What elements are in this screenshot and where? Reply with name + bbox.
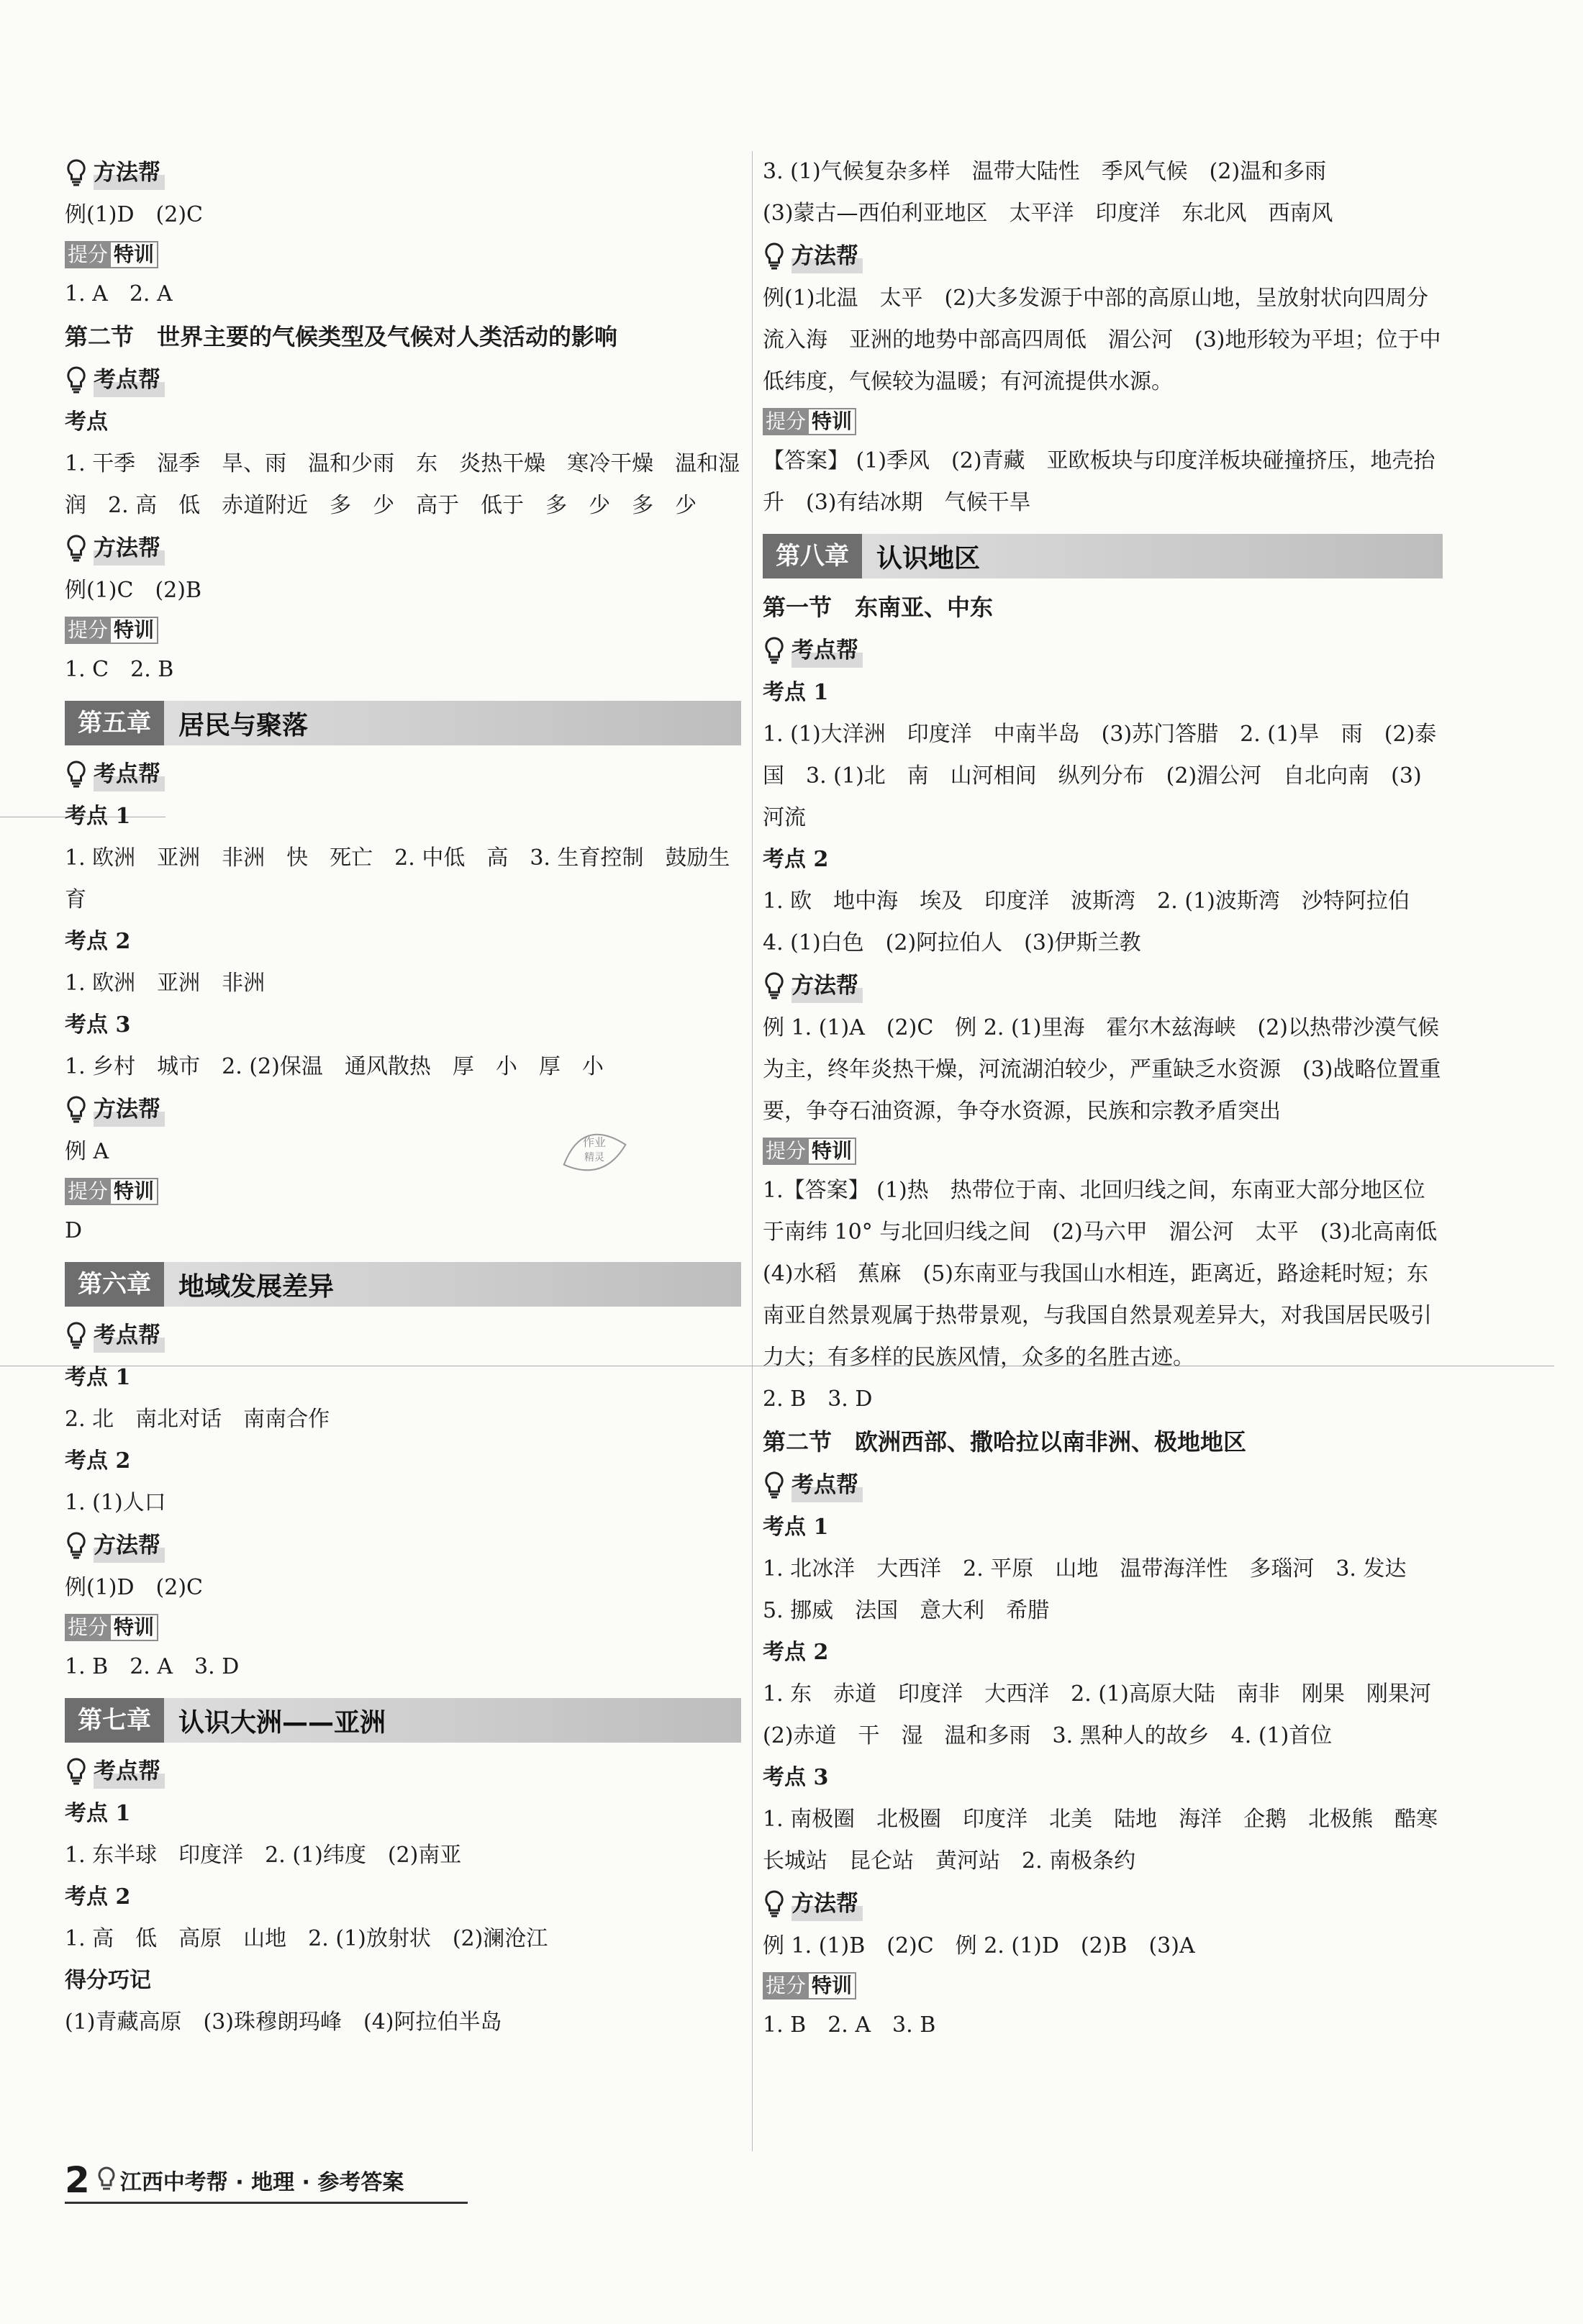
answer-line: 例(1)D (2)C (65, 1575, 203, 1600)
lightbulb-icon (65, 1095, 88, 1124)
answer-line: 1. 东半球 印度洋 2. (1)纬度 (2)南亚 (65, 1843, 462, 1868)
training-label-a: 提分 (763, 1138, 809, 1165)
answer-line: 1. B 2. A 3. D (65, 1654, 240, 1679)
answer-paragraph: 1. 东 赤道 印度洋 大西洋 2. (1)高原大陆 南非 刚果 刚果河 (2)赤道 干 湿 温和多雨 3. 黑种人的故乡 4. (1)首位 (763, 1681, 1453, 1748)
section-heading (65, 753, 741, 796)
training-label (763, 1133, 1443, 1170)
answer-paragraph: 1. 欧洲 亚洲 非洲 快 死亡 2. 中低 高 3. 生育控制 鼓励生育 (65, 845, 730, 912)
answer-line: 1. A 2. A (65, 281, 173, 307)
chapter-number: 第六章 (65, 1262, 164, 1307)
training-label-a: 提分 (763, 1972, 809, 2000)
chapter-number: 第五章 (65, 701, 164, 745)
section-heading (65, 358, 741, 401)
chapter-title: 居民与聚落 (178, 710, 309, 740)
section-heading-text: 方法帮 (792, 964, 863, 1007)
chapter-number: 第七章 (65, 1698, 164, 1743)
training-label-a: 提分 (65, 1614, 111, 1641)
page-footer (65, 2159, 468, 2204)
training-label (763, 1967, 1443, 2005)
answer-line: D (65, 1218, 83, 1243)
answer-line: (1)青藏高原 (3)珠穆朗玛峰 (4)阿拉伯半岛 (65, 2010, 502, 2035)
section-heading-text: 考点帮 (94, 358, 165, 401)
point-label: 得分巧记 (65, 1968, 151, 1993)
lightbulb-icon (65, 366, 88, 394)
lightbulb-icon (65, 158, 88, 187)
training-label-b: 特训 (809, 1138, 856, 1165)
section-heading-text: 方法帮 (94, 151, 165, 194)
section-heading (65, 1524, 741, 1567)
answer-paragraph: 【答案】 (1)季风 (2)青藏 亚欧板块与印度洋板块碰撞挤压，地壳抬升 (3)有结冰期 气候干旱 (763, 448, 1435, 515)
answer-line: 1. 欧 地中海 埃及 印度洋 波斯湾 2. (1)波斯湾 沙特阿拉伯 (763, 889, 1410, 914)
section-heading-text: 考点帮 (94, 1314, 165, 1357)
answer-line: 4. (1)白色 (2)阿拉伯人 (3)伊斯兰教 (763, 930, 1141, 956)
section-heading (763, 1463, 1443, 1507)
left-column (65, 151, 741, 2043)
point-label: 考点 2 (65, 929, 131, 954)
section-heading-text: 考点帮 (94, 1750, 165, 1793)
section-heading-text: 方法帮 (94, 1524, 165, 1567)
training-label-b: 特训 (111, 1178, 158, 1205)
lightbulb-icon (97, 2166, 116, 2194)
chapter-title: 认识地区 (876, 543, 981, 573)
page-number: 2 (65, 2159, 90, 2201)
answer-paragraph: 1. 干季 湿季 旱、雨 温和少雨 东 炎热干燥 寒冷干燥 温和湿润 2. 高 低 赤道附近 多 少 高于 低于 多 少 多 少 (65, 451, 740, 518)
chapter-banner (763, 534, 1443, 578)
point-label: 考点 3 (65, 1012, 131, 1038)
section-heading-text: 方法帮 (792, 1882, 863, 1925)
section-heading (763, 235, 1443, 278)
stamp-line1: 作业 (583, 1135, 607, 1149)
watermark-stamp (547, 1112, 640, 1191)
point-label: 考点 1 (763, 680, 829, 705)
training-label (65, 236, 741, 273)
answer-line: 例(1)D (2)C (65, 202, 203, 227)
answer-line: 1. 乡村 城市 2. (2)保温 通风散热 厚 小 厚 小 (65, 1054, 604, 1079)
training-label (65, 612, 741, 649)
section-heading (65, 151, 741, 194)
training-label-a: 提分 (65, 1178, 111, 1205)
section-heading-text: 方法帮 (94, 527, 165, 570)
point-label: 考点 1 (763, 1515, 829, 1540)
point-label: 考点 2 (763, 1640, 829, 1665)
point-label: 考点 3 (763, 1765, 829, 1790)
section-title: 第二节 世界主要的气候类型及气候对人类活动的影响 (65, 323, 618, 350)
answer-line: 3. (1)气候复杂多样 温带大陆性 季风气候 (2)温和多雨 (763, 159, 1327, 184)
answer-paragraph: 例(1)北温 太平 (2)大多发源于中部的高原山地，呈放射状向四周分流入海 亚洲的地势中部高四周低 湄公河 (3)地形较为平坦；位于中低纬度，气候较为温暖；有河流提供水源。 (763, 286, 1441, 394)
section-heading (65, 527, 741, 570)
point-label: 考点 1 (65, 1801, 131, 1826)
lightbulb-icon (763, 1471, 786, 1499)
lightbulb-icon (763, 636, 786, 665)
point-label: 考点 1 (65, 804, 131, 829)
lightbulb-icon (65, 1757, 88, 1786)
answer-line: 2. 北 南北对话 南南合作 (65, 1407, 330, 1432)
answer-line: 1. 欧洲 亚洲 非洲 (65, 971, 266, 996)
chapter-banner (65, 1262, 741, 1307)
section-heading (763, 964, 1443, 1007)
section-title: 第二节 欧洲西部、撒哈拉以南非洲、极地地区 (763, 1428, 1247, 1456)
answer-paragraph: 例 1. (1)A (2)C 例 2. (1)里海 霍尔木兹海峡 (2)以热带沙漠气候为主，终年炎热干燥，河流湖泊较少，严重缺乏水资源 (3)战略位置重要，争夺石油资源，争夺水资源，民族和宗教矛盾突出 (763, 1015, 1441, 1124)
training-label-a: 提分 (763, 408, 809, 435)
answer-paragraph: 1.【答案】 (1)热 热带位于南、北回归线之间，东南亚大部分地区位于南纬 10° 与北回归线之间 (2)马六甲 湄公河 太平 (3)北高南低 (4)水稻 蕉麻 (5)东南亚与我国山水相连，距离近，路途耗时短；东南亚自然景观属于热带景观，与我国自然景观差异大，对我国居民吸引力大；有多样的民族风情，众多的名胜古迹。 (763, 1178, 1459, 1370)
answer-line: 例 1. (1)B (2)C 例 2. (1)D (2)B (3)A (763, 1933, 1195, 1958)
answer-line: 1. 高 低 高原 山地 2. (1)放射状 (2)澜沧江 (65, 1926, 548, 1951)
chapter-title: 地域发展差异 (178, 1271, 335, 1302)
answer-line: 1. B 2. A 3. B (763, 2012, 936, 2038)
answer-line: (3)蒙古—西伯利亚地区 太平洋 印度洋 东北风 西南风 (763, 201, 1333, 226)
chapter-title: 认识大洲——亚洲 (178, 1707, 386, 1738)
point-label: 考点 2 (763, 847, 829, 872)
training-label-a: 提分 (65, 617, 111, 644)
training-label-b: 特训 (809, 408, 856, 435)
answer-line: 例 A (65, 1139, 109, 1164)
training-label-a: 提分 (65, 241, 111, 268)
section-title: 第一节 东南亚、中东 (763, 594, 994, 621)
answer-paragraph: 1. (1)大洋洲 印度洋 中南半岛 (3)苏门答腊 2. (1)旱 雨 (2)泰国 3. (1)北 南 山河相间 纵列分布 (2)湄公河 自北向南 (3)河流 (763, 722, 1437, 830)
lightbulb-icon (763, 242, 786, 271)
chapter-number: 第八章 (763, 534, 862, 578)
section-heading (65, 1750, 741, 1793)
point-label: 考点 2 (65, 1448, 131, 1474)
lightbulb-icon (65, 760, 88, 789)
training-label (763, 403, 1443, 440)
column-divider (752, 151, 753, 2151)
footer-title: 江西中考帮 · 地理 · 参考答案 (119, 2170, 404, 2195)
training-label-b: 特训 (111, 617, 158, 644)
section-heading-text: 考点帮 (792, 629, 863, 672)
section-heading (763, 1882, 1443, 1925)
lightbulb-icon (65, 534, 88, 563)
lightbulb-icon (763, 971, 786, 1000)
answer-paragraph: 1. 北冰洋 大西洋 2. 平原 山地 温带海洋性 多瑙河 3. 发达 5. 挪威 法国 意大利 希腊 (763, 1556, 1428, 1623)
training-label-b: 特训 (111, 1614, 158, 1641)
section-heading (65, 1314, 741, 1357)
training-label-b: 特训 (809, 1972, 856, 2000)
training-label-b: 特训 (111, 241, 158, 268)
lightbulb-icon (65, 1531, 88, 1560)
chapter-banner (65, 701, 741, 745)
training-label (65, 1609, 741, 1646)
stamp-line2: 精灵 (584, 1152, 604, 1163)
right-column (763, 151, 1460, 2046)
point-label: 考点 1 (65, 1365, 131, 1390)
section-heading-text: 考点帮 (792, 1463, 863, 1507)
lightbulb-icon (65, 1321, 88, 1350)
answer-line: 1. C 2. B (65, 657, 174, 682)
section-heading-text: 方法帮 (792, 235, 863, 278)
chapter-banner (65, 1698, 741, 1743)
section-heading-text: 方法帮 (94, 1088, 165, 1131)
answer-line: 2. B 3. D (763, 1386, 873, 1412)
answer-line: 例(1)C (2)B (65, 578, 201, 603)
section-heading-text: 考点帮 (94, 753, 165, 796)
point-label: 考点 2 (65, 1884, 131, 1910)
section-heading (763, 629, 1443, 672)
lightbulb-icon (763, 1889, 786, 1918)
answer-paragraph: 1. 南极圈 北极圈 印度洋 北美 陆地 海洋 企鹅 北极熊 酷寒 长城站 昆仑站 黄河站 2. 南极条约 (763, 1807, 1460, 1874)
point-label: 考点 (65, 409, 108, 435)
answer-line: 1. (1)人口 (65, 1490, 166, 1515)
